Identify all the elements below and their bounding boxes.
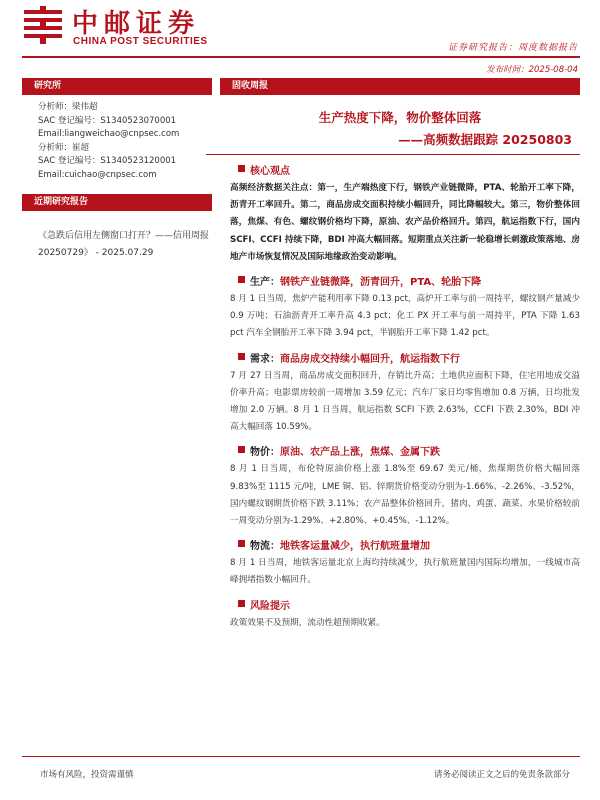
section-heading-highlight: 钢铁产业链微降，沥青回升，PTA、轮胎下降 bbox=[280, 277, 482, 289]
title-divider bbox=[206, 154, 580, 155]
recent-report-link[interactable]: 《急跌后信用左侧窗口打开？——信用周报 20250729》 - 2025.07.29 bbox=[38, 230, 210, 258]
risk-disclaimer: 市场有风险，投资需谨慎 bbox=[40, 770, 134, 780]
section-heading-label: 需求： bbox=[250, 353, 280, 365]
section-heading-label: 风险提示 bbox=[250, 600, 290, 612]
section-heading-highlight: 地铁客运量减少，执行航班量增加 bbox=[280, 541, 430, 553]
section-heading-prices bbox=[220, 443, 580, 458]
section-heading-logistics bbox=[220, 537, 580, 552]
recent-reports-header: 近期研究报告 bbox=[22, 194, 212, 211]
footer-rule bbox=[22, 756, 580, 757]
section-heading-highlight: 商品房成交持续小幅回升，航运指数下行 bbox=[280, 353, 460, 365]
china-post-logo-icon bbox=[22, 4, 64, 46]
analyst-email[interactable]: Email:liangweichao@cnpsec.com bbox=[38, 129, 180, 140]
section-heading-demand bbox=[220, 350, 580, 365]
section-paragraph-core-views: 高频经济数据关注点：第一，生产端热度下行，钢铁产业链微降，PTA、轮胎开工率下降，沥青开工率回升。第二，商品房成交面积持续小幅回升，同比降幅较大。第三，物价整体回落，焦煤、有色、螺纹钢价格均下降，原油、农产品价格回升。第四，航运指数下行，国内 SCFI、CCFI 持续下降，BDI 冲高大幅回落。短期重点关注新一轮稳增长刺激政策落地、房地产市场恢复情况及国际地缘政治变动影响。 bbox=[230, 183, 580, 262]
section-paragraph-logistics: 8 月 1 日当周，地铁客运量北京上海均持续减少，执行航班量国内国际均增加，一线城市高峰拥堵指数小幅回升。 bbox=[230, 558, 580, 586]
section-heading-highlight: 原油、农产品上涨，焦煤、金属下跌 bbox=[280, 447, 440, 459]
section-heading-production bbox=[220, 273, 580, 288]
section-heading-risk bbox=[220, 597, 580, 612]
analyst-info bbox=[22, 95, 212, 183]
research-institute-header: 研究所 bbox=[22, 78, 212, 95]
section-paragraph-production: 8 月 1 日当周，焦炉产能利用率下降 0.13 pct，高炉开工率与前一周持平，螺纹钢产量减少 0.9 万吨；石油沥青开工率升高 4.3 pct；化工 PX 开工率与前一周持平，PTA 下降 1.63 pct 汽车全钢胎开工率下降 3.94 pct，半钢胎开工率下降 1.42 pct。 bbox=[230, 294, 580, 339]
page-header bbox=[0, 0, 600, 60]
section-heading-label: 物流： bbox=[250, 541, 280, 553]
section-paragraph-prices: 8 月 1 日当周，布伦特原油价格上涨 1.8%至 69.67 美元/桶，焦煤期货价格大幅回落 9.83%至 1115 元/吨，LME 铜、铝、锌期货价格变动分别为-1.66%、-2.26%、-3.52%，国内螺纹钢期货价格下跌 3.11%；农产品整体价格回升，猪肉、鸡蛋、蔬菜、水果价格较前一周变动分别为-1.29%、+2.80%、+0.45%、-1.12%。 bbox=[230, 464, 580, 527]
section-heading-core-views bbox=[220, 162, 580, 177]
analyst-email[interactable]: Email:cuichao@cnpsec.com bbox=[38, 169, 157, 180]
section-heading-label: 核心观点 bbox=[250, 166, 290, 177]
section-paragraph-demand: 7 月 27 日当周，商品房成交面积回升，存销比升高；土地供应面积下降，住宅用地成交溢价率升高；电影票房较前一周增加 3.59 亿元；汽车厂家日均零售增加 0.8 万辆，日均批发增加 2.0 万辆。8 月 1 日当周，航运指数 SCFI 下跌 2.63%，CCFI 下跌 2.30%，BDI 冲高大幅回落 10.59%。 bbox=[230, 370, 580, 433]
section-heading-label: 物价： bbox=[250, 447, 280, 459]
disclaimer-notice: 请务必阅读正文之后的免责条款部分 bbox=[433, 770, 570, 780]
brand-name-cn: 中邮证券 bbox=[72, 9, 201, 39]
main-content bbox=[220, 78, 580, 632]
analyst-sac-id: SAC 登记编号：S1340523120001 bbox=[38, 156, 177, 167]
report-category-tag: 固收周报 bbox=[220, 78, 580, 95]
brand-name-en: CHINA POST SECURITIES bbox=[73, 36, 208, 47]
header-rule bbox=[22, 56, 580, 58]
report-type: 证券研究报告：周度数据报告 bbox=[447, 43, 578, 53]
report-subtitle: ——高频数据跟踪 20250803 bbox=[398, 132, 572, 147]
publish-date: 发布时间：2025-08-04 bbox=[486, 65, 578, 75]
analyst-name: 分析师：崔超 bbox=[38, 142, 90, 153]
sidebar bbox=[22, 78, 212, 262]
section-paragraph-risk: 政策效果不及预期，流动性超预期收紧。 bbox=[230, 617, 385, 628]
section-heading-label: 生产： bbox=[250, 277, 280, 289]
analyst-name: 分析师：梁伟超 bbox=[38, 102, 98, 112]
analyst-sac-id: SAC 登记编号：S1340523070001 bbox=[38, 115, 177, 126]
report-title: 生产热度下降，物价整体回落 bbox=[318, 110, 482, 125]
